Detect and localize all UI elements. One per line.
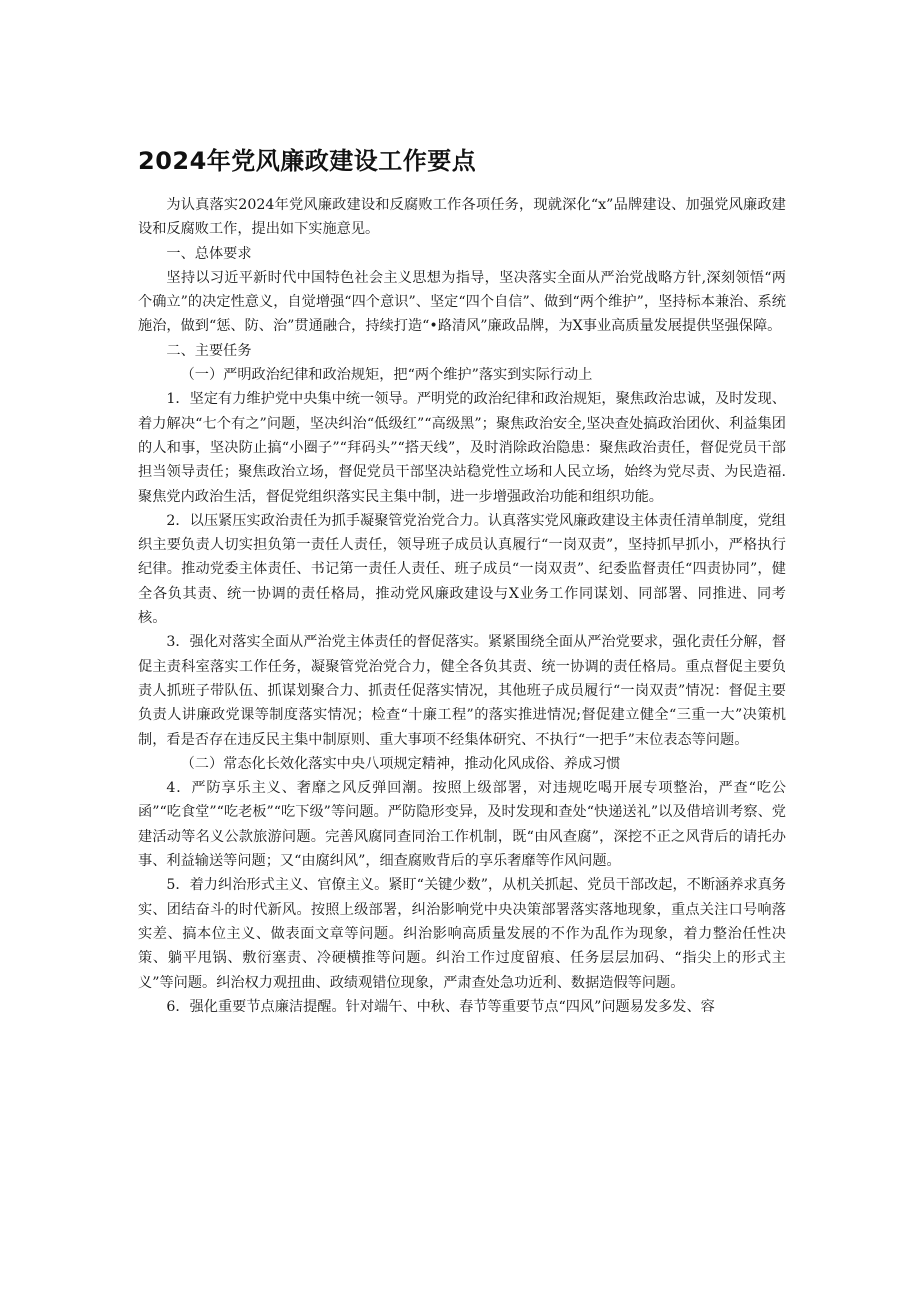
document-body [138,193,786,1019]
section-heading-general-requirements: 一、总体要求 [166,245,252,262]
task-paragraph-5: 5．着力纠治形式主义、官僚主义。紧盯“关键少数”，从机关抓起、党员干部改起，不断涵养求真务实、团结奋斗的时代新风。按照上级部署，纠治影响党中央决策部署落实落地现象，重点关注口号响落实差、搞本位主义、做表面文章等问题。纠治影响高质量发展的不作为乱作为现象，着力整治任性决策、躺平甩锅、敷衍塞责、冷硬横推等问题。纠治工作过度留痕、任务层层加码、“指尖上的形式主义”等问题。纠治权力观扭曲、政绩观错位现象，严肃查处急功近利、数据造假等问题。 [138,877,786,991]
task-paragraph-6: 6．强化重要节点廉洁提醒。针对端午、中秋、春节等重要节点“四风”问题易发多发、容 [166,998,715,1015]
task-paragraph-3: 3．强化对落实全面从严治党主体责任的督促落实。紧紧围绕全面从严治党要求，强化责任分解，督促主责科室落实工作任务，凝聚管党治党合力，健全各负其责、统一协调的责任格局。重点督促主要负责人抓班子带队伍、抓谋划聚合力、抓责任促落实情况，其他班子成员履行“一岗双责”情况：督促主要负责人讲廉政党课等制度落实情况；检查“十廉工程”的落实推进情况;督促建立健全“三重一大”决策机制，看是否存在违反民主集中制原则、重大事项不经集体研究、不执行“一把手”末位表态等问题。 [138,634,786,748]
subsection-heading-political-discipline: （一）严明政治纪律和政治规矩，把“两个维护”落实到实际行动上 [180,367,593,384]
task-paragraph-2: 2．以压紧压实政治责任为抓手凝聚管党治党合力。认真落实党风廉政建设主体责任清单制度，党组织主要负责人切实担负第一责任人责任，领导班子成员认真履行“一岗双责”，坚持抓早抓小，严格执行纪律。推动党委主体责任、书记第一责任人责任、班子成员“一岗双责”、纪委监督责任“四责协同”，健全各负其责、统一协调的责任格局，推动党风廉政建设与X业务工作同谋划、同部署、同推进、同考核。 [138,512,786,627]
section-heading-main-tasks: 二、主要任务 [166,342,252,359]
general-requirements-paragraph: 坚持以习近平新时代中国特色社会主义思想为指导，坚决落实全面从严治党战略方针,深刻领悟“两个确立”的决定性意义，自觉增强“四个意识”、坚定“四个自信”、做到“两个维护”，坚持标本兼治、系统施治，做到“惩、防、治”贯通融合，持续打造“•路清风”廉政品牌，为X事业高质量发展提供坚强保障。 [138,269,786,335]
task-paragraph-4: 4．严防享乐主义、奢靡之风反弹回潮。按照上级部署，对违规吃喝开展专项整治，严查“吃公函”“吃食堂”“吃老板”“吃下级”等问题。严防隐形变异，及时发现和查处“快递送礼”以及借培训考察、党建活动等名义公款旅游问题。完善风腐同查同治工作机制，既“由风查腐”，深挖不正之风背后的请托办事、利益输送等问题；又“由腐纠风”，细查腐败背后的享乐奢靡等作风问题。 [138,780,786,870]
intro-paragraph: 为认真落实2024年党风廉政建设和反腐败工作各项任务，现就深化“x”品牌建设、加强党风廉政建设和反腐败工作，提出如下实施意见。 [138,197,786,238]
task-paragraph-1: 1．坚定有力维护党中央集中统一领导。严明党的政治纪律和政治规矩，聚焦政治忠诚，及时发现、着力解决“七个有之”问题，坚决纠治“低级红”“高级黑”；聚焦政治安全,坚决查处搞政治团伙、利益集团的人和事，坚决防止搞“小圈子”“拜码头”“搭天线”，及时消除政治隐患：聚焦政治责任，督促党员干部担当领导责任；聚焦政治立场，督促党员干部坚决站稳党性立场和人民立场，始终为党尽责、为民造福.聚焦党内政治生活，督促党组织落实民主集中制，进一步增强政治功能和组织功能。 [138,391,786,505]
document-title: 2024年党风廉政建设工作要点 [138,147,477,175]
subsection-heading-eight-regulations: （二）常态化长效化落实中央八项规定精神，推动化风成俗、养成习惯 [180,755,621,772]
